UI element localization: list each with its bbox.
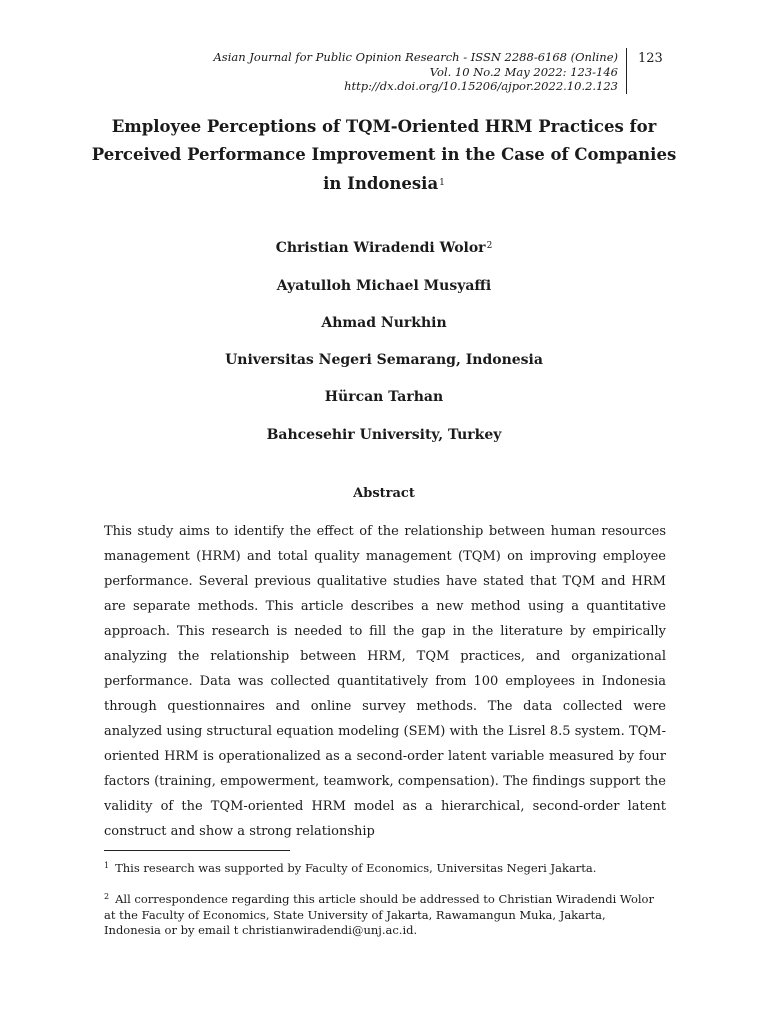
paper-title-text: Employee Perceptions of TQM-Oriented HRM Practices for Perceived Performance Improvement in the Case of Companies in Indonesia: [91, 117, 677, 193]
footnote-1-text: This research was supported by Faculty of Economics, Universitas Negeri Jakarta.: [115, 861, 597, 875]
footnote-2-mark: 2: [104, 892, 110, 901]
footnote-divider: [104, 850, 290, 851]
title-footnote-ref: 1: [439, 178, 445, 188]
header-divider: [626, 48, 627, 94]
volume-line: Vol. 10 No.2 May 2022: 123-146: [429, 64, 618, 79]
running-header: [198, 50, 618, 94]
paper-title: [90, 113, 678, 198]
author-3: Ahmad Nurkhin: [321, 315, 447, 331]
journal-line: Asian Journal for Public Opinion Research - ISSN 2288-6168 (Online): [213, 50, 618, 64]
page-number: 123: [638, 51, 663, 66]
footnote-2: [104, 889, 666, 939]
author-1-name: Christian Wiradendi Wolor: [275, 240, 486, 256]
affiliation-1: Universitas Negeri Semarang, Indonesia: [225, 352, 543, 368]
author-4: Hürcan Tarhan: [324, 389, 444, 405]
author-2: Ayatulloh Michael Musyaffi: [276, 278, 492, 294]
abstract-body: This study aims to identify the effect of the relationship between human resources management (HRM) and total quality management (TQM) on improving employee performance. Several previous qualitative studies have stated that TQM and HRM are separate methods. This article describes a new method using a quantitative approach. This research is needed to fill the gap in the literature by empirically analyzing the relationship between HRM, TQM practices, and organizational performance. Data was collected quantitatively from 100 employees in Indonesia through questionnaires and online survey methods. The data collected were analyzed using structural equation modeling (SEM) with the Lisrel 8.5 system. TQM-oriented HRM is operationalized as a second-order latent variable measured by four factors (training, empowerment, teamwork, compensation). The findings support the validity of the TQM-oriented HRM model as a hierarchical, second-order latent construct and show a strong relationship: [104, 524, 666, 839]
author-1-footnote-ref: 2: [486, 241, 493, 251]
author-1: [90, 240, 678, 256]
affiliation-2: Bahcesehir University, Turkey: [266, 427, 502, 443]
footnote-1: [104, 858, 666, 877]
footnote-2-text: All correspondence regarding this article should be addressed to Christian Wiradendi Wolor at the Faculty of Economics, State University of Jakarta, Rawamangun Muka, Jakarta, Indonesia or by email t christianwiradendi@unj.ac.id.: [104, 892, 654, 937]
footnote-1-mark: 1: [104, 861, 110, 870]
abstract-heading: Abstract: [353, 486, 415, 501]
doi-line: http://dx.doi.org/10.15206/ajpor.2022.10.2.123: [344, 79, 618, 93]
